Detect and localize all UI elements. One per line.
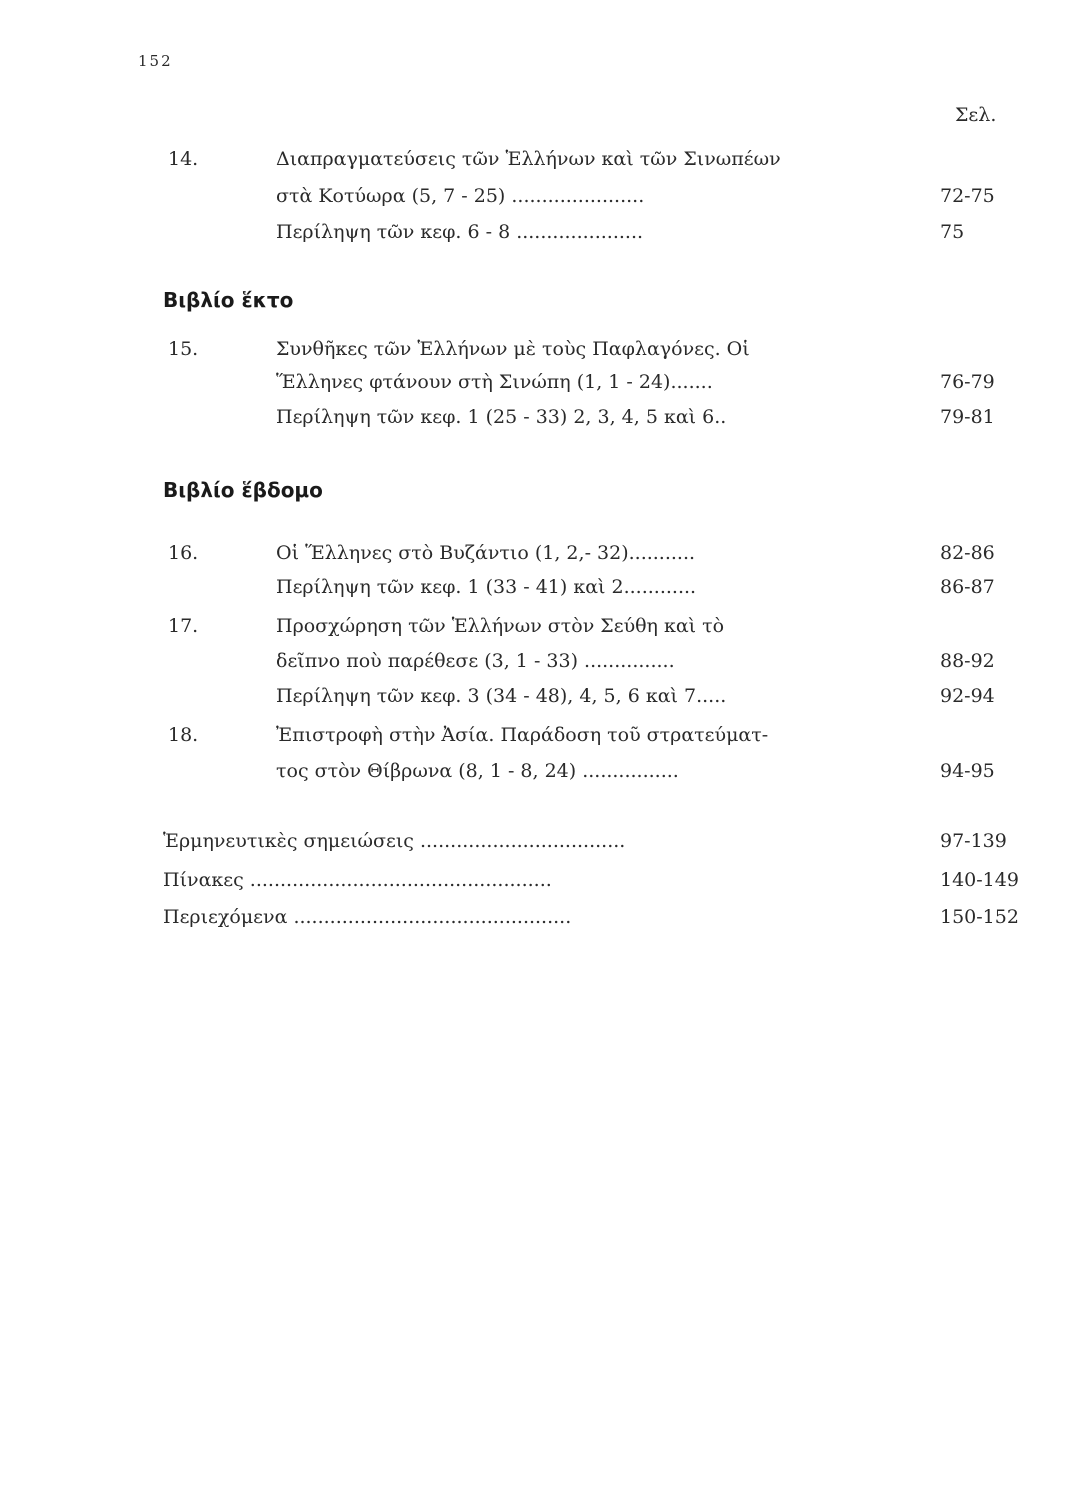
entry-number: 18. (168, 724, 199, 746)
entry-number: 17. (168, 615, 199, 637)
entry-title-line: Ἐπιστροφὴ στὴν Ἀσία. Παράδοση τοῦ στρατεύματ- (276, 724, 769, 746)
entry-title-line: δεῖπνο ποὺ παρέθεσε (3, 1 - 33) ............... (276, 650, 675, 672)
entry-title-line: Ἕλληνες φτάνουν στὴ Σινώπη (1, 1 - 24)....... (276, 371, 713, 393)
entry-number: 14. (168, 148, 199, 170)
appendix-label: Ἑρμηνευτικὲς σημειώσεις .................................. (163, 830, 626, 852)
entry-title-line: Προσχώρηση τῶν Ἑλλήνων στὸν Σεύθη καὶ τὸ (276, 615, 725, 637)
entry-number: 16. (168, 542, 199, 564)
book-heading-6: Βιβλίο ἕκτο (163, 288, 294, 312)
entry-pages: 82-86 (940, 542, 995, 564)
appendix-pages: 150-152 (940, 906, 1019, 928)
summary-pages: 86-87 (940, 576, 995, 598)
entry-pages: 94-95 (940, 760, 995, 782)
pages-column-header: Σελ. (955, 104, 997, 126)
entry-pages: 72-75 (940, 185, 995, 207)
summary-line: Περίληψη τῶν κεφ. 3 (34 - 48), 4, 5, 6 καὶ 7..... (276, 685, 727, 707)
entry-title-line: Συνθῆκες τῶν Ἑλλήνων μὲ τοὺς Παφλαγόνες. Οἱ (276, 338, 750, 360)
entry-title-line: Οἱ Ἕλληνες στὸ Βυζάντιο (1, 2,- 32)........... (276, 542, 696, 564)
summary-pages: 79-81 (940, 406, 995, 428)
appendix-label: Πίνακες .................................................. (163, 869, 552, 891)
entry-title-line: τος στὸν Θίβρωνα (8, 1 - 8, 24) ................ (276, 760, 679, 782)
appendix-label: Περιεχόμενα .............................................. (163, 906, 572, 928)
summary-line: Περίληψη τῶν κεφ. 1 (25 - 33) 2, 3, 4, 5 καὶ 6.. (276, 406, 727, 428)
entry-number: 15. (168, 338, 199, 360)
summary-line: Περίληψη τῶν κεφ. 1 (33 - 41) καὶ 2............ (276, 576, 697, 598)
entry-title-line: Διαπραγματεύσεις τῶν Ἑλλήνων καὶ τῶν Σινωπέων (276, 148, 781, 170)
entry-title-line: στὰ Κοτύωρα (5, 7 - 25) ...................... (276, 185, 645, 207)
appendix-pages: 97-139 (940, 830, 1007, 852)
entry-pages: 76-79 (940, 371, 995, 393)
page-number: 152 (138, 52, 173, 70)
summary-line: Περίληψη τῶν κεφ. 6 - 8 ..................... (276, 221, 644, 243)
summary-pages: 75 (940, 221, 965, 243)
summary-pages: 92-94 (940, 685, 995, 707)
entry-pages: 88-92 (940, 650, 995, 672)
appendix-pages: 140-149 (940, 869, 1019, 891)
book-heading-7: Βιβλίο ἕβδομο (163, 478, 323, 502)
